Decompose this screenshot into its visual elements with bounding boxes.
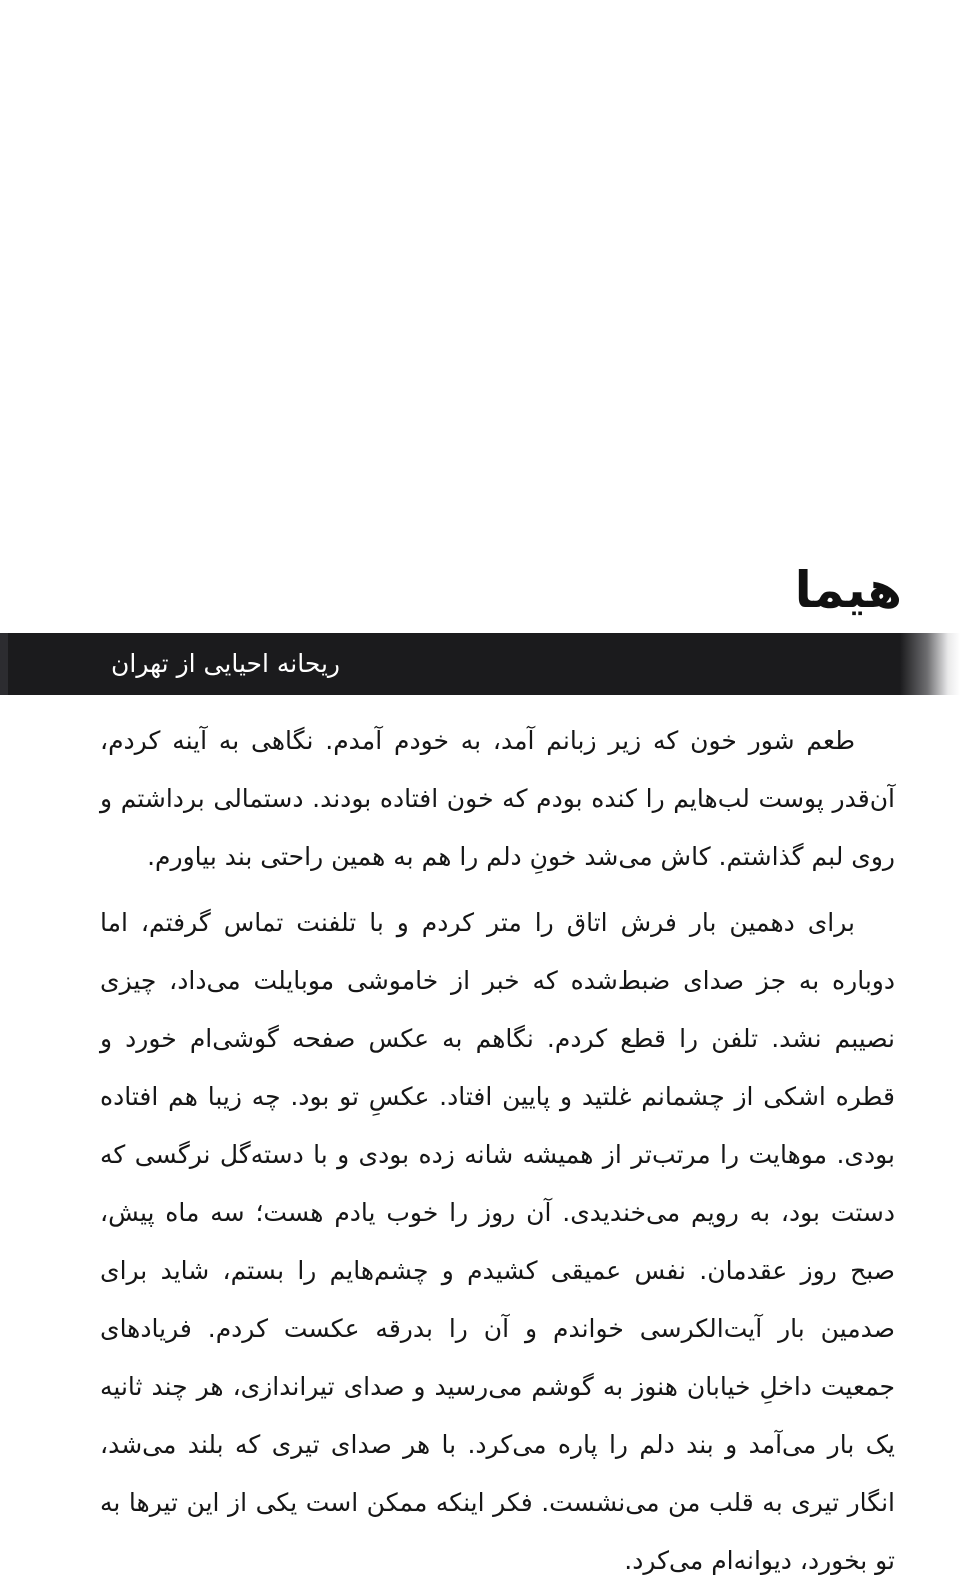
chapter-title: هیما: [794, 561, 902, 619]
body-text: [100, 712, 895, 1590]
author-byline: ریحانه احیایی از تهران: [111, 649, 340, 678]
paragraph-2: برای دهمین بار فرش اتاق را متر کردم و با تلفنت تماس گرفتم، اما دوباره به جز صدای ضبط‌شده که خبر از خاموشی موبایلت می‌داد، چیزی نصیبم نشد. تلفن را قطع کردم. نگاهم به عکس صفحه گوشی‌ام خورد و قطره اشکی از چشمانم غلتید و پایین افتاد. عکسِ تو بود. چه زیبا هم افتاده بودی. موهایت را مرتب‌تر از همیشه شانه زده بودی و با دسته‌گل نرگسی که دستت بود، به رویم می‌خندیدی. آن روز را خوب یادم هست؛ سه ماه پیش، صبح روز عقدمان. نفس عمیقی کشیدم و چشم‌هایم را بستم، شاید برای صدمین بار آیت‌الکرسی خواندم و آن را بدرقه عکست کردم. فریادهای جمعیت داخلِ خیابان هنوز به گوشم می‌رسید و صدای تیراندازی، هر چند ثانیه یک بار می‌آمد و بند دلم را پاره می‌کرد. با هر صدای تیری که بلند می‌شد، انگار تیری به قلب من می‌نشست. فکر اینکه ممکن است یکی از این تیرها به تو بخورد، دیوانه‌ام می‌کرد.: [100, 908, 895, 1575]
paragraph-1: طعم شور خون که زیر زبانم آمد، به خودم آمدم. نگاهی به آینه کردم، آن‌قدر پوست لب‌هایم را کنده بودم که خون افتاده بودند. دستمالی برداشتم و روی لبم گذاشتم. کاش می‌شد خونِ دلم را هم به همین راحتی بند بیاورم.: [100, 726, 895, 871]
